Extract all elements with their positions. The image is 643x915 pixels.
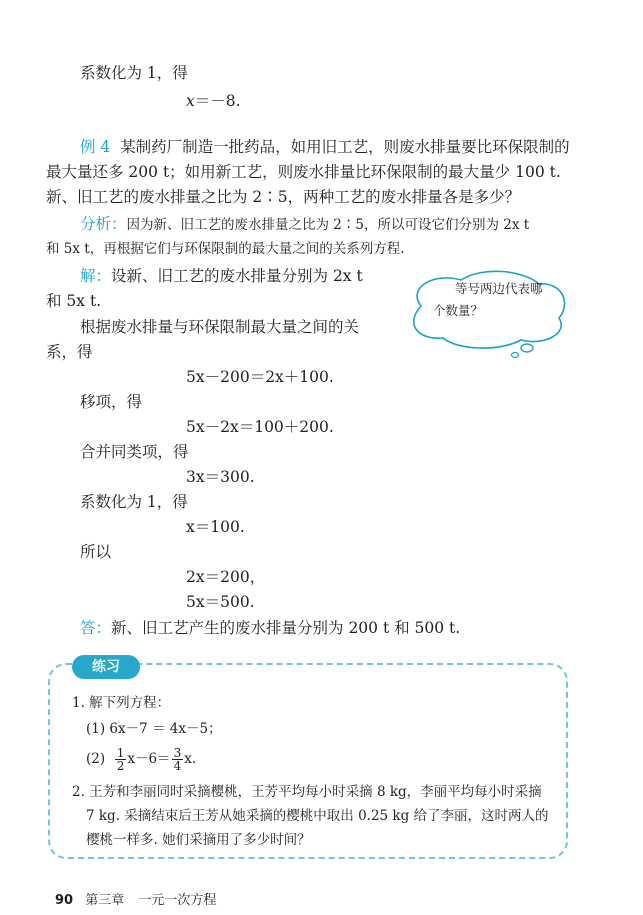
text-line: 系数化为 1，得: [80, 64, 188, 82]
equation: 5x－2x＝100＋200.: [186, 418, 334, 436]
exercise-question: 1. 解下列方程：: [72, 695, 171, 711]
analysis-line: 分析：因为新、旧工艺的废水排量之比为 2∶5，所以可设它们分别为 2x t: [80, 215, 530, 233]
page-footer: [55, 889, 216, 908]
answer-label: 答：: [80, 619, 112, 637]
example-line: 例 4 某制药厂制造一批药品，如用旧工艺，则废水排量要比环保限制的: [80, 138, 570, 156]
equation: 2x＝200，: [186, 568, 266, 586]
step-label: 合并同类项，得: [80, 443, 189, 461]
solution-line: 解：设新、旧工艺的废水排量分别为 2x t: [80, 267, 363, 285]
page-number: 90: [55, 893, 74, 908]
fraction: $\frac{1}{2}$: [116, 746, 125, 773]
exercise-subquestion: (2) $\frac{1}{2}$ x－6＝ $\frac{3}{4}$ x.: [86, 746, 197, 773]
exercise-question: 樱桃一样多. 她们采摘用了多少时间？: [86, 832, 311, 848]
equation: 5x－200＝2x＋100.: [186, 368, 334, 386]
analysis-label: 分析：: [80, 215, 127, 233]
solution-line: 根据废水排量与环保限制最大量之间的关: [80, 318, 360, 336]
exercise-subquestion: (1) 6x－7 ＝ 4x－5；: [86, 721, 222, 737]
step-label: 系数化为 1，得: [80, 493, 188, 511]
exercise-tab: 练习: [72, 655, 140, 679]
exercise-question: 2. 王芳和李丽同时采摘樱桃，王芳平均每小时采摘 8 kg，李丽平均每小时采摘: [72, 784, 542, 800]
bubble-text-line: 个数量？: [433, 303, 484, 318]
example-label: 例 4: [80, 138, 111, 156]
step-label: 移项，得: [80, 393, 143, 411]
equation: 5x＝500.: [186, 593, 255, 611]
example-line: 最大量还多 200 t；如用新工艺，则废水排量比环保限制的最大量少 100 t.: [46, 163, 561, 181]
answer-line: 答：新、旧工艺产生的废水排量分别为 200 t 和 500 t.: [80, 619, 461, 637]
solution-line: 和 5x t.: [46, 292, 102, 310]
analysis-line: 和 5x t，再根据它们与环保限制的最大量之间的关系列方程.: [46, 241, 405, 257]
step-label: 所以: [80, 543, 112, 561]
chapter-label: 第三章: [85, 893, 125, 908]
fraction: $\frac{3}{4}$: [173, 746, 182, 773]
thought-bubble: [403, 268, 573, 364]
bubble-text-line: 等号两边代表哪: [455, 281, 543, 296]
equation: 3x＝300.: [186, 468, 255, 486]
solution-label: 解：: [80, 267, 112, 285]
equation: x＝－8.: [186, 92, 241, 110]
chapter-title: 一元一次方程: [138, 893, 217, 908]
exercise-question: 7 kg. 采摘结束后王芳从她采摘的樱桃中取出 0.25 kg 给了李丽，这时两人的: [86, 808, 549, 824]
equation: x＝100.: [186, 518, 245, 536]
example-line: 新、旧工艺的废水排量之比为 2∶5，两种工艺的废水排量各是多少？: [46, 188, 521, 206]
solution-line: 系，得: [46, 343, 93, 361]
